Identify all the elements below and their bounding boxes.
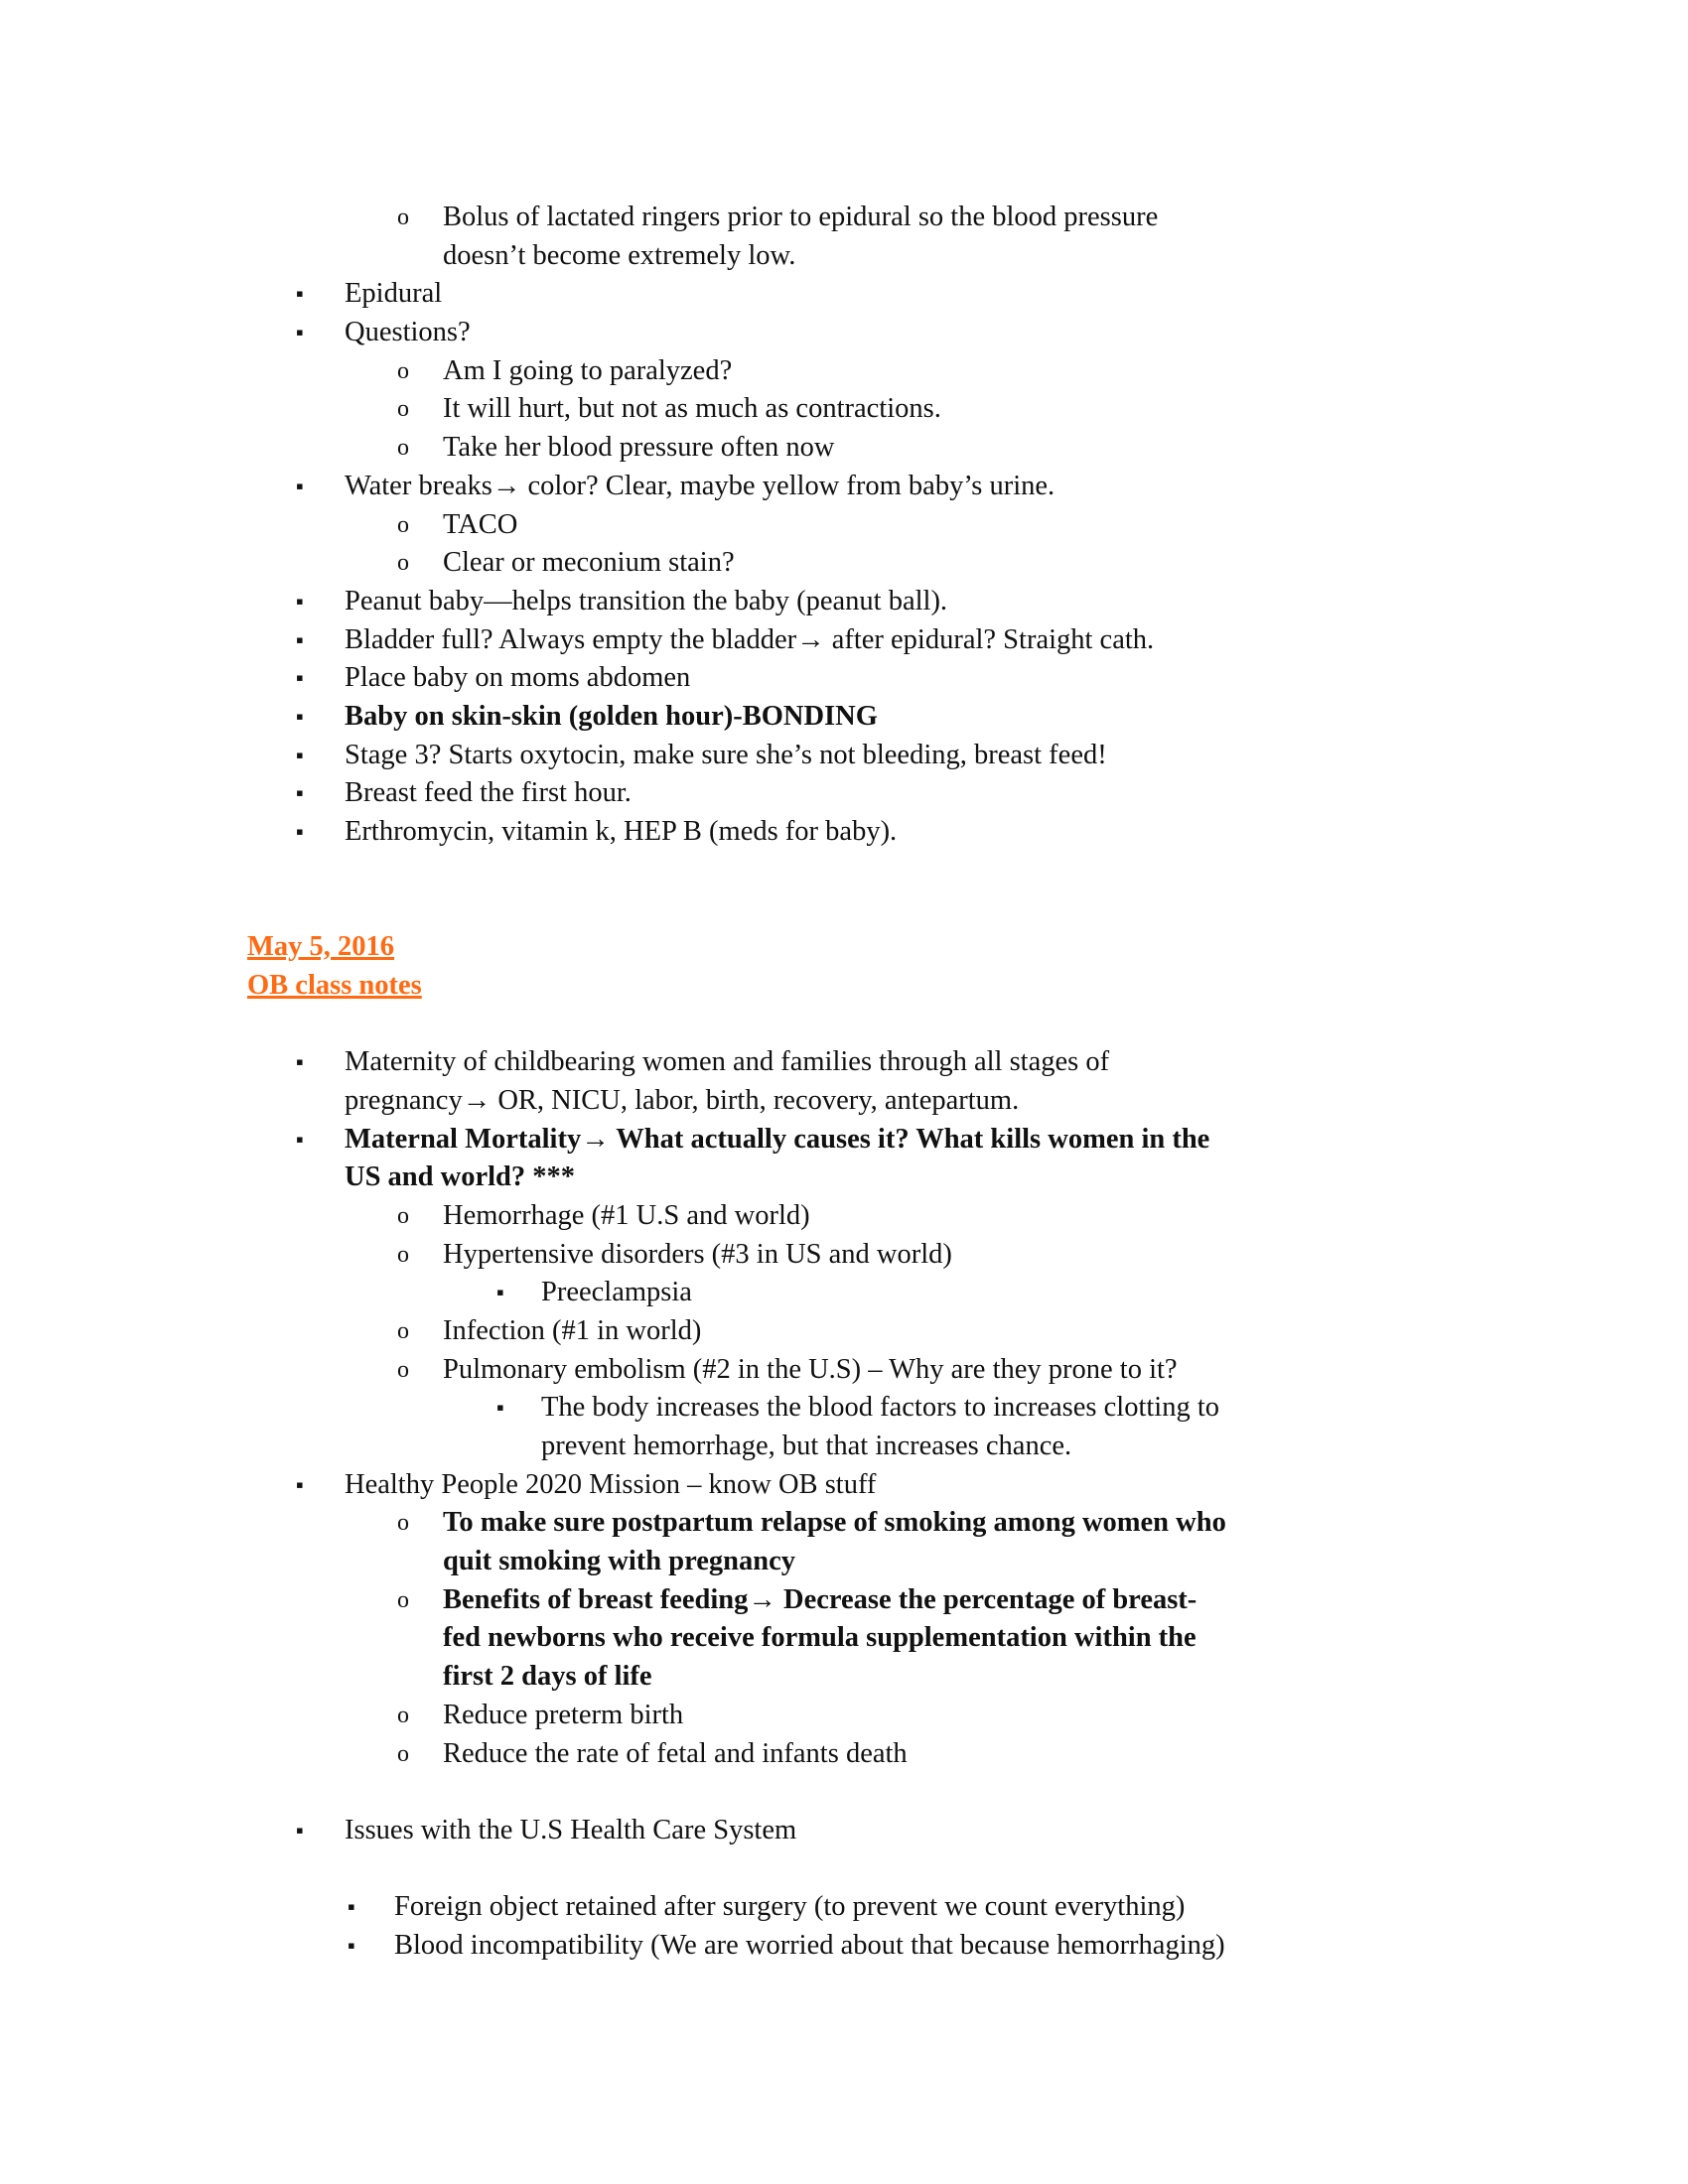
square-bullet-icon: ▪ <box>296 588 304 614</box>
list-item <box>0 506 1688 545</box>
list-item-text: Am I going to paralyzed? <box>443 354 733 386</box>
list-item-text: Bladder full? Always empty the bladder→ after epidural? Straight cath. <box>345 623 1155 655</box>
list-item <box>0 621 1688 660</box>
hollow-bullet-icon: o <box>397 396 409 423</box>
list-item-text: Benefits of breast feeding→ Decrease the percentage of breast- <box>443 1583 1197 1615</box>
square-bullet-icon: ▪ <box>348 1932 355 1958</box>
square-bullet-icon: ▪ <box>296 780 304 806</box>
list-item <box>0 1581 1688 1620</box>
list-item-text: TACO <box>443 508 518 540</box>
list-item <box>0 774 1688 813</box>
list-item-text: Bolus of lactated ringers prior to epidural so the blood pressure <box>443 202 1159 232</box>
list-item <box>0 737 1688 775</box>
list-item <box>0 1274 1688 1312</box>
square-bullet-icon: ▪ <box>348 1894 355 1920</box>
list-item-text: Reduce preterm birth <box>443 1699 684 1730</box>
square-bullet-icon: ▪ <box>296 1817 304 1843</box>
list-item <box>0 1428 1688 1466</box>
hollow-bullet-icon: o <box>397 1317 409 1344</box>
list-item-text: quit smoking with pregnancy <box>443 1546 796 1577</box>
list-item-text: prevent hemorrhage, but that increases chance. <box>541 1431 1072 1461</box>
list-item-text: Breast feed the first hour. <box>345 777 632 809</box>
list-item-text: Place baby on moms abdomen <box>345 662 691 694</box>
list-item-text: pregnancy→ OR, NICU, labor, birth, recovery, antepartum. <box>345 1084 1020 1116</box>
list-item <box>0 1197 1688 1236</box>
list-item-text: Issues with the U.S Health Care System <box>345 1814 797 1845</box>
section-heading <box>0 967 1688 1006</box>
list-item-text: Clear or meconium stain? <box>443 547 735 579</box>
list-item <box>0 429 1688 468</box>
list-item <box>0 1697 1688 1735</box>
list-item <box>0 583 1688 621</box>
list-item-text: Blood incompatibility (We are worried about that because hemorrhaging) <box>394 1929 1225 1961</box>
list-item <box>0 1888 1688 1927</box>
list-item-text: Questions? <box>345 317 471 348</box>
list-item-text: Maternity of childbearing women and families through all stages of <box>345 1046 1110 1078</box>
list-item-text: Epidural <box>345 278 443 310</box>
list-item <box>0 314 1688 352</box>
hollow-bullet-icon: o <box>397 511 409 538</box>
list-item <box>0 275 1688 314</box>
list-item-text: Take her blood pressure often now <box>443 432 835 464</box>
hollow-bullet-icon: o <box>397 1241 409 1268</box>
square-bullet-icon: ▪ <box>296 281 304 307</box>
list-item-text: Pulmonary embolism (#2 in the U.S) – Why are they prone to it? <box>443 1353 1178 1385</box>
list-item-text: Peanut baby—helps transition the baby (peanut ball). <box>345 585 948 616</box>
list-item-text: US and world? *** <box>345 1161 576 1193</box>
hollow-bullet-icon: o <box>397 1202 409 1229</box>
list-item-text: Hemorrhage (#1 U.S and world) <box>443 1199 810 1231</box>
list-item <box>0 1351 1688 1390</box>
square-bullet-icon: ▪ <box>296 819 304 844</box>
list-item-text: Preeclampsia <box>541 1277 692 1308</box>
list-item <box>0 698 1688 737</box>
list-item-text: Water breaks→ color? Clear, maybe yellow from baby’s urine. <box>345 470 1055 501</box>
list-item-text: Reduce the rate of fetal and infants death <box>443 1737 908 1769</box>
square-bullet-icon: ▪ <box>296 1049 304 1075</box>
list-item <box>0 1043 1688 1082</box>
list-item <box>0 1658 1688 1697</box>
hollow-bullet-icon: o <box>397 357 409 384</box>
blank-line <box>0 1850 1688 1889</box>
hollow-bullet-icon: o <box>397 1510 409 1537</box>
list-item <box>0 1236 1688 1275</box>
list-item-text: Stage 3? Starts oxytocin, make sure she’s not bleeding, breast feed! <box>345 739 1107 770</box>
list-item-text: first 2 days of life <box>443 1661 652 1693</box>
heading-text: May 5, 2016 <box>247 931 395 963</box>
list-item <box>0 544 1688 583</box>
square-bullet-icon: ▪ <box>296 320 304 345</box>
list-item-text: It will hurt, but not as much as contractions. <box>443 393 941 425</box>
list-item <box>0 1121 1688 1160</box>
square-bullet-icon: ▪ <box>296 473 304 498</box>
heading-text: OB class notes <box>247 969 422 1001</box>
list-item <box>0 813 1688 852</box>
hollow-bullet-icon: o <box>397 1356 409 1383</box>
list-item-text: Foreign object retained after surgery (to prevent we count everything) <box>394 1891 1186 1923</box>
square-bullet-icon: ▪ <box>296 626 304 652</box>
list-item <box>0 1543 1688 1581</box>
list-item <box>0 1159 1688 1197</box>
list-item <box>0 1389 1688 1428</box>
blank-line <box>0 1005 1688 1043</box>
blank-line <box>0 889 1688 928</box>
list-item <box>0 1504 1688 1543</box>
list-item <box>0 468 1688 506</box>
list-item <box>0 352 1688 391</box>
square-bullet-icon: ▪ <box>496 1280 504 1305</box>
list-item <box>0 390 1688 429</box>
list-item-text: fed newborns who receive formula supplementation within the <box>443 1622 1196 1654</box>
list-item <box>0 237 1688 276</box>
list-item-text: doesn’t become extremely low. <box>443 239 796 271</box>
square-bullet-icon: ▪ <box>296 703 304 729</box>
list-item <box>0 1812 1688 1850</box>
list-item-text: Infection (#1 in world) <box>443 1314 702 1346</box>
blank-line <box>0 852 1688 890</box>
list-item <box>0 1082 1688 1121</box>
list-item-text: The body increases the blood factors to increases clotting to <box>541 1392 1219 1424</box>
document-body <box>0 199 1688 1966</box>
square-bullet-icon: ▪ <box>296 665 304 691</box>
square-bullet-icon: ▪ <box>496 1395 504 1421</box>
list-item <box>0 1619 1688 1658</box>
list-item <box>0 199 1688 237</box>
list-item <box>0 1735 1688 1774</box>
list-item-text: Baby on skin-skin (golden hour)-BONDING <box>345 700 878 732</box>
hollow-bullet-icon: o <box>397 205 409 230</box>
list-item <box>0 659 1688 698</box>
square-bullet-icon: ▪ <box>296 742 304 767</box>
list-item <box>0 1466 1688 1505</box>
list-item-text: Maternal Mortality→ What actually causes it? What kills women in the <box>345 1123 1210 1155</box>
list-item-text: To make sure postpartum relapse of smoking among women who <box>443 1507 1226 1539</box>
square-bullet-icon: ▪ <box>296 1126 304 1152</box>
list-item-text: Erthromycin, vitamin k, HEP B (meds for baby). <box>345 816 898 847</box>
square-bullet-icon: ▪ <box>296 1471 304 1497</box>
hollow-bullet-icon: o <box>397 550 409 577</box>
blank-line <box>0 1773 1688 1812</box>
list-item-text: Healthy People 2020 Mission – know OB stuff <box>345 1468 877 1500</box>
hollow-bullet-icon: o <box>397 1740 409 1767</box>
list-item <box>0 1312 1688 1351</box>
hollow-bullet-icon: o <box>397 1586 409 1613</box>
list-item <box>0 1927 1688 1966</box>
hollow-bullet-icon: o <box>397 435 409 462</box>
list-item-text: Hypertensive disorders (#3 in US and world) <box>443 1238 952 1270</box>
hollow-bullet-icon: o <box>397 1702 409 1728</box>
section-heading <box>0 928 1688 967</box>
